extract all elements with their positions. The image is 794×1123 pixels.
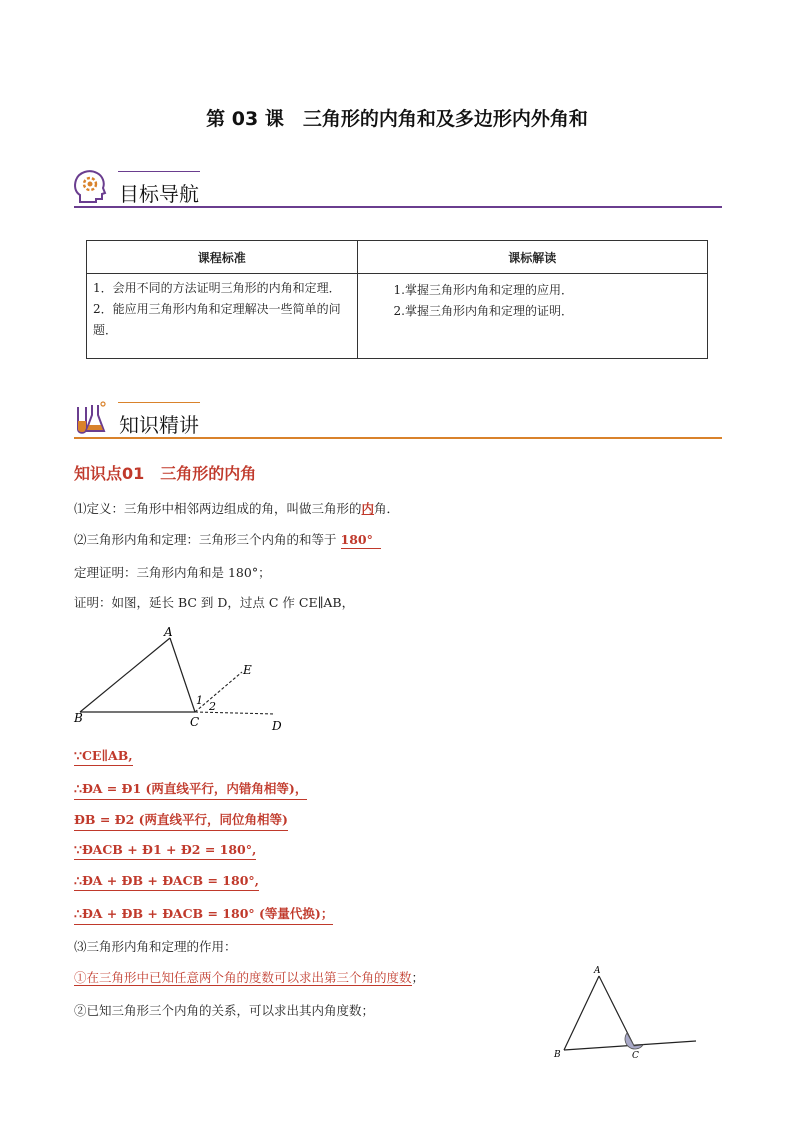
table-header: 课程标准 bbox=[87, 241, 358, 274]
theorem-use-1-end: ； bbox=[411, 970, 425, 985]
theorem-use-1-text: ①在三角形中已知任意两个角的度数可以求出第三个角的度数 bbox=[74, 970, 412, 985]
proof-step: ∴ÐA = Ð1 (两直线平行，内错角相等)， bbox=[74, 779, 307, 800]
label-c: C bbox=[190, 715, 200, 729]
section-heading-goal: 目标导航 bbox=[119, 182, 199, 206]
table-header: 课标解读 bbox=[357, 241, 707, 274]
theorem-use-2: ②已知三角形三个内角的关系，可以求出其内角度数； bbox=[74, 1003, 375, 1018]
triangle-proof-figure bbox=[70, 620, 300, 740]
label-e: E bbox=[243, 663, 252, 677]
standard-item: 1．会用不同的方法证明三角形的内角和定理． bbox=[93, 281, 341, 295]
definition-line bbox=[74, 499, 399, 517]
angle-1-label: 1 bbox=[196, 694, 203, 707]
interpretation-item: 2.掌握三角形内角和定理的证明． bbox=[393, 304, 573, 318]
segment-ac bbox=[170, 638, 195, 712]
section-bottom-rule bbox=[74, 206, 722, 208]
triangle-exterior-angle-figure bbox=[546, 960, 702, 1064]
proof-step: ÐB = Ð2 (两直线平行，同位角相等) bbox=[74, 810, 288, 831]
course-standards-table bbox=[86, 240, 708, 359]
segment-ab bbox=[564, 976, 599, 1050]
label-a: A bbox=[594, 966, 601, 976]
head-gear-icon bbox=[72, 168, 108, 206]
proof-step: ∴ÐA + ÐB + ÐACB = 180°, bbox=[74, 873, 259, 891]
definition-answer: 内 bbox=[361, 501, 375, 516]
standard-item: 2．能应用三角形内角和定理解决一些简单的问题． bbox=[93, 302, 341, 337]
page-title: 第 03 课 三角形的内角和及多边形内外角和 bbox=[206, 108, 588, 130]
label-d: D bbox=[272, 719, 282, 733]
proof-statement: 定理证明：三角形内角和是 180°； bbox=[74, 565, 271, 580]
knowledge-point-title: 知识点01 三角形的内角 bbox=[74, 464, 257, 483]
label-b: B bbox=[74, 711, 83, 725]
extension-cd bbox=[195, 712, 275, 714]
label-b: B bbox=[554, 1050, 561, 1060]
exterior-angle-mark bbox=[625, 1033, 643, 1049]
flask-icon bbox=[72, 399, 108, 437]
segment-ab bbox=[80, 638, 170, 712]
angle-2-label: 2 bbox=[209, 700, 216, 713]
proof-intro: 证明：如图，延长 BC 到 D，过点 C 作 CE∥AB， bbox=[74, 595, 355, 610]
section-heading-knowledge: 知识精讲 bbox=[119, 413, 199, 437]
table-cell bbox=[87, 274, 358, 359]
theorem-answer: 180° bbox=[341, 532, 381, 549]
theorem-use-1 bbox=[74, 968, 424, 986]
table-cell bbox=[357, 274, 707, 359]
theorem-line bbox=[74, 530, 381, 548]
definition-text: ⑴定义：三角形中相邻两边组成的角，叫做三角形的 bbox=[74, 501, 362, 516]
proof-step: ∴ÐA + ÐB + ÐACB = 180° (等量代换)； bbox=[74, 904, 333, 925]
interpretation-item: 1.掌握三角形内角和定理的应用． bbox=[393, 283, 573, 297]
section-top-rule bbox=[118, 402, 200, 403]
definition-end: 角． bbox=[374, 501, 400, 516]
proof-step: ∵ÐACB + Ð1 + Ð2 = 180°, bbox=[74, 842, 256, 860]
section-bottom-rule bbox=[74, 437, 722, 439]
label-a: A bbox=[164, 625, 173, 639]
proof-step: ∵CE∥AB, bbox=[74, 748, 133, 766]
theorem-use-title: ⑶三角形内角和定理的作用： bbox=[74, 939, 237, 954]
label-c: C bbox=[632, 1051, 639, 1061]
theorem-text: ⑵三角形内角和定理：三角形三个内角的和等于 bbox=[74, 532, 337, 547]
section-top-rule bbox=[118, 171, 200, 172]
